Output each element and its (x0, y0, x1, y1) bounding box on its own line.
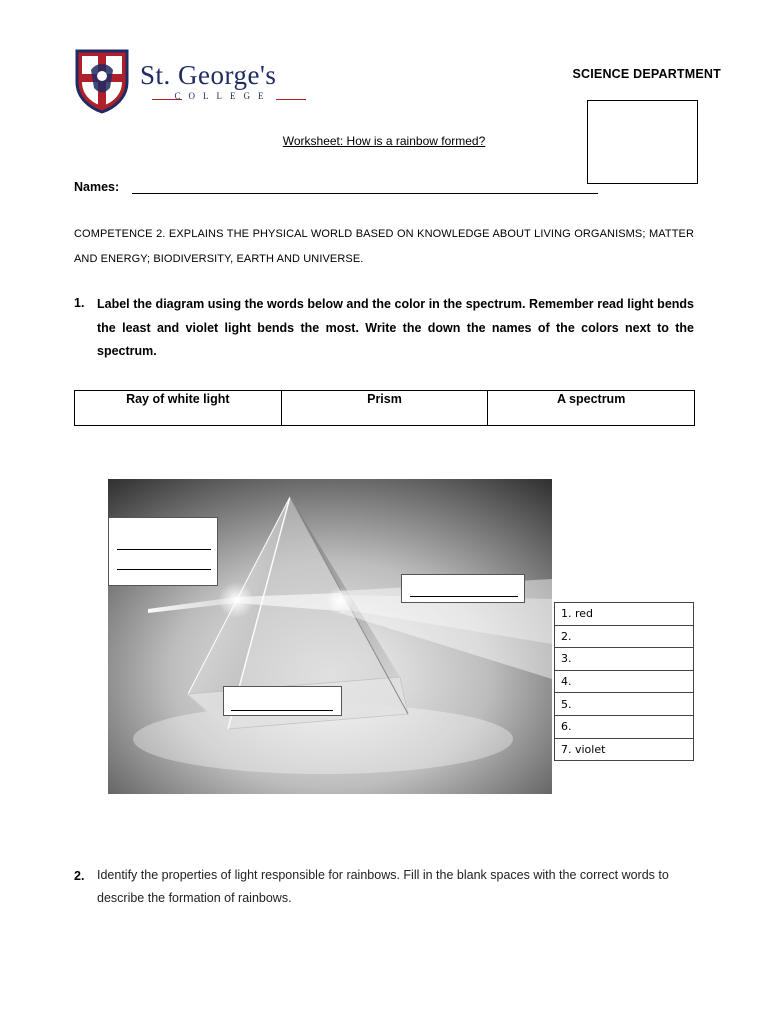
word-bank-prism: Prism (281, 391, 488, 426)
school-crest-icon (74, 48, 130, 114)
label-box-prism[interactable] (223, 686, 342, 716)
answer-line (231, 710, 333, 711)
spectrum-row-7[interactable]: 7. violet (555, 738, 694, 761)
answer-line (410, 596, 518, 597)
word-bank-ray-of-white-light: Ray of white light (75, 391, 282, 426)
logo-divider-right (276, 99, 306, 100)
label-box-spectrum[interactable] (401, 574, 525, 603)
question-1-text: Label the diagram using the words below and the color in the spectrum. Remember read light bends the least and violet light bends the most. Write the down the names of the colors next to the spectrum. (97, 297, 694, 358)
spectrum-row-4[interactable]: 4. (555, 670, 694, 693)
spectrum-row-5[interactable]: 5. (555, 693, 694, 716)
word-bank-table (74, 390, 695, 426)
department-title: SCIENCE DEPARTMENT (572, 67, 721, 81)
school-logo (74, 46, 306, 116)
spectrum-row-3[interactable]: 3. (555, 648, 694, 671)
question-2-text: Identify the properties of light responsible for rainbows. Fill in the blank spaces with the correct words to describe the formation of rainbows. (97, 868, 669, 905)
worksheet-title: Worksheet: How is a rainbow formed? (282, 134, 486, 148)
answer-line (117, 569, 211, 570)
competence-statement: COMPETENCE 2. EXPLAINS THE PHYSICAL WORLD BASED ON KNOWLEDGE ABOUT LIVING ORGANISMS; MATTER AND ENERGY; BIODIVERSITY, EARTH AND UNIVERSE. (74, 228, 694, 265)
spectrum-row-1[interactable]: 1. red (555, 603, 694, 626)
names-input-line[interactable] (132, 193, 598, 194)
answer-line (117, 549, 211, 550)
label-box-incoming-ray[interactable] (108, 517, 218, 586)
spectrum-row-6[interactable]: 6. (555, 715, 694, 738)
spectrum-row-2[interactable]: 2. (555, 625, 694, 648)
word-bank-spectrum: A spectrum (488, 391, 695, 426)
question-1-number: 1. (74, 296, 85, 310)
names-label: Names: (74, 180, 120, 194)
prism-diagram (108, 479, 552, 794)
spectrum-color-list (554, 602, 694, 761)
logo-subtitle: COLLEGE (174, 91, 272, 101)
question-2-number: 2. (74, 869, 85, 883)
logo-name: St. George's (140, 60, 277, 90)
